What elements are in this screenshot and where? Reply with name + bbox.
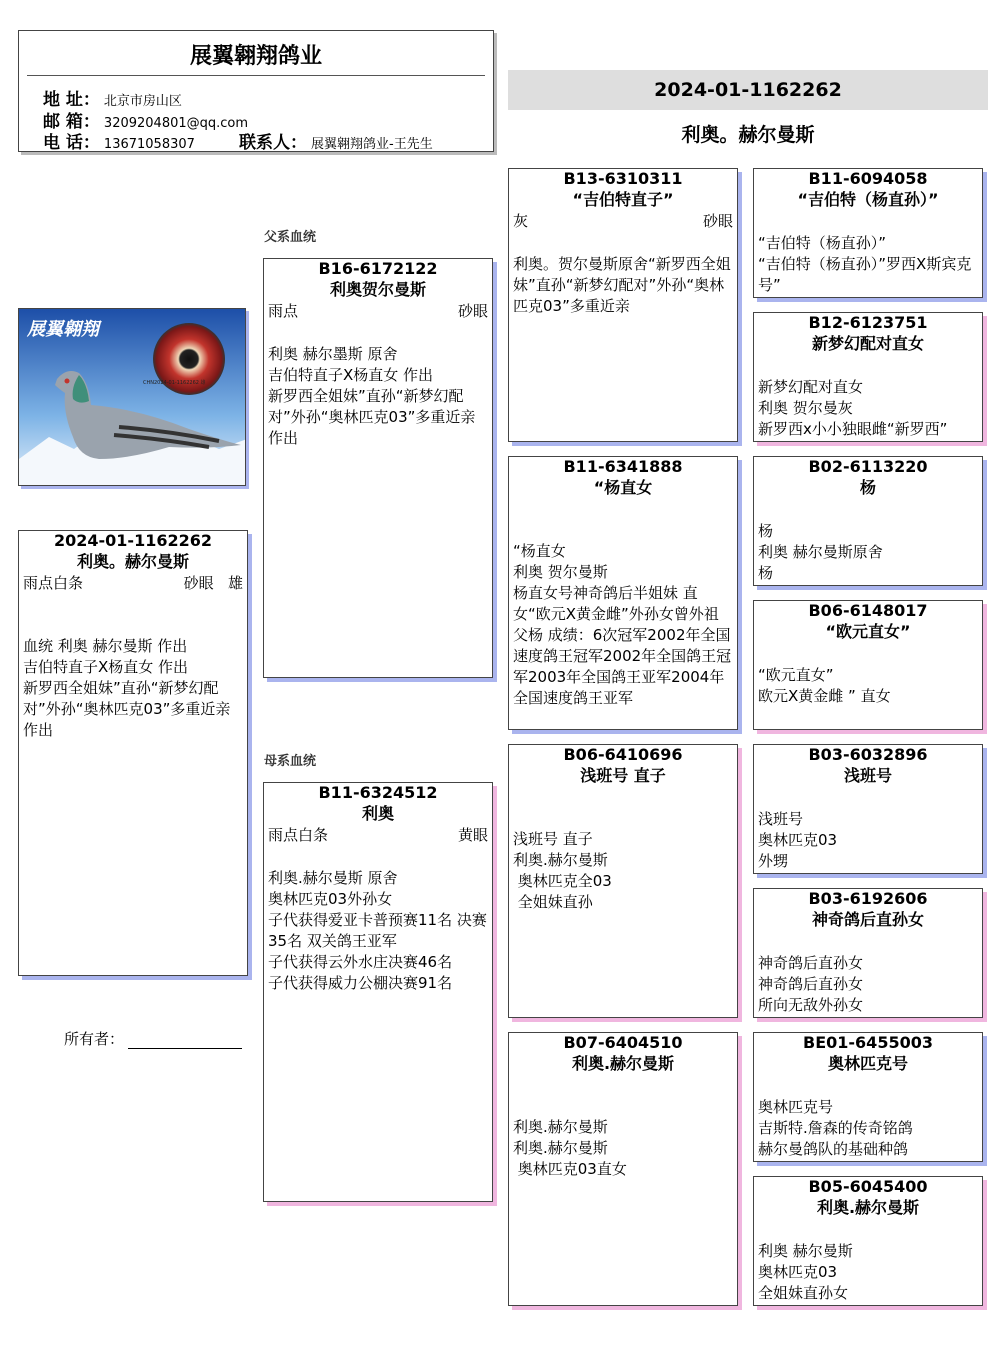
dam-name: 利奥 [361, 804, 394, 823]
note-line: 杨直女号神奇鸽后半姐妹 直女“欧元X黄金雌”外孙女曾外祖父杨 成绩：6次冠军2002年全国速度鸽王冠军2002年全国鸽王冠军2003年全国鸽王亚军2004年全国速度鸽王亚军 [513, 584, 732, 707]
dam-sire-card [508, 744, 738, 1018]
dam-dam-card [508, 1032, 738, 1306]
note-line: 神奇鸽后直孙女 [758, 954, 864, 972]
g4-notes [754, 665, 982, 707]
ggp-card-8 [753, 1176, 983, 1306]
note-line: “吉伯特（杨直孙）” [758, 234, 887, 252]
sire-color: 雨点 [268, 302, 299, 320]
note-line: 利奥 贺尔曼灰 [758, 399, 853, 417]
subject-id: 2024-01-1162262 [53, 531, 212, 550]
owner-field [64, 1028, 242, 1049]
note-line: 利奥。贺尔曼斯原舍“新罗西全姐妹”直孙“新梦幻配对”外孙“奥林匹克03”多重近亲 [513, 255, 731, 315]
note-line: 赫尔曼鸽队的基础种鸽 [758, 1140, 909, 1158]
note-line: 子代获得爱亚卡普预赛11名 决赛35名 双关鸽王亚军 [268, 911, 487, 950]
dam-notes [264, 868, 492, 994]
dam-section-label: 母系血统 [264, 754, 317, 769]
contact-value: 展翼翱翔鸽业-王先生 [311, 137, 433, 152]
note-line: 浅班号 直子 [513, 830, 593, 848]
note-line: 新罗西全姐妹”直孙“新梦幻配对”外孙“奥林匹克03”多重近亲作出 [268, 387, 476, 447]
note-line: “杨直女 [513, 542, 566, 560]
subject-color: 雨点白条 [23, 574, 84, 592]
note-line: 奥林匹克03 [758, 831, 838, 849]
email-value: 3209204801@qq.com [103, 116, 249, 131]
email-label: 邮 箱： [43, 112, 100, 132]
g2-name: 新梦幻配对直女 [811, 334, 924, 353]
sire-sire-card [508, 168, 738, 442]
owner-label: 所有者： [64, 1030, 125, 1048]
note-line: 杨 [758, 564, 774, 582]
note-line: 所向无敌外孙女 [758, 996, 864, 1014]
g3-notes [754, 521, 982, 584]
header-divider [27, 75, 485, 76]
g2-ring: B12-6123751 [808, 313, 928, 332]
company-name: 展翼翱翔鸽业 [189, 44, 322, 69]
note-line: “欧元直女” [758, 666, 834, 684]
note-line: 新罗西x小小独眼雌“新罗西” [758, 420, 948, 438]
note-line: 血统 利奥 赫尔曼斯 作出 [23, 637, 188, 655]
subject-eye: 砂眼 [183, 574, 214, 592]
note-line: 奥林匹克全03 [513, 872, 612, 890]
ss-name: “吉伯特直子” [572, 190, 674, 209]
note-line: 杨 [758, 522, 774, 540]
phone-row [43, 128, 433, 153]
contact-label: 联系人： [239, 133, 308, 153]
dam-traits [264, 825, 492, 846]
g3-name: 杨 [859, 478, 876, 497]
dam-eye: 黄眼 [457, 826, 488, 844]
g7-notes [754, 1097, 982, 1160]
sd-ring: B11-6341888 [563, 457, 683, 476]
g8-ring: B05-6045400 [808, 1177, 928, 1196]
address-value: 北京市房山区 [103, 94, 182, 109]
g8-notes [754, 1241, 982, 1304]
ggp-card-1 [753, 168, 983, 298]
ggp-card-2 [753, 312, 983, 442]
dd-notes [509, 1117, 737, 1180]
address-label: 地 址： [43, 90, 100, 110]
sire-card [263, 258, 493, 678]
g6-notes [754, 953, 982, 1016]
sd-name: “杨直女 [593, 478, 653, 497]
g1-ring: B11-6094058 [808, 169, 928, 188]
dd-ring: B07-6404510 [563, 1033, 683, 1052]
note-line: 全姐妹直孙女 [758, 1284, 849, 1302]
g7-name: 奥林匹克号 [827, 1054, 908, 1073]
g8-name: 利奥.赫尔曼斯 [816, 1198, 920, 1217]
g1-name: “吉伯特（杨直孙）” [797, 190, 939, 209]
note-line: 利奥 贺尔曼斯 [513, 563, 608, 581]
note-line: 奥林匹克03外孙女 [268, 890, 393, 908]
breeder-header [18, 30, 494, 152]
g7-ring: BE01-6455003 [803, 1033, 933, 1052]
note-line: 全姐妹直孙 [513, 893, 593, 911]
g4-ring: B06-6148017 [808, 601, 928, 620]
ds-notes [509, 829, 737, 913]
ds-name: 浅班号 直子 [580, 766, 666, 785]
note-line: 浅班号 [758, 810, 804, 828]
note-line: 利奥.赫尔曼斯 [513, 1139, 608, 1157]
photo-caption: 展翼翱翔 [27, 319, 99, 340]
photo-caption-small: CHN2024-01-1162262 雄 [143, 380, 206, 386]
note-line: 利奥 赫尔墨斯 原舍 [268, 345, 398, 363]
note-line: 吉斯特.詹森的传奇铭鸽 [758, 1119, 913, 1137]
dam-color: 雨点白条 [268, 826, 329, 844]
ss-eye: 砂眼 [702, 212, 733, 230]
g4-name: “欧元直女” [825, 622, 911, 641]
owner-blank-line[interactable] [128, 1034, 242, 1049]
note-line: 奥林匹克03 [758, 1263, 838, 1281]
subject-traits [19, 573, 247, 594]
ggp-card-7 [753, 1032, 983, 1162]
ggp-card-3 [753, 456, 983, 586]
note-line: 吉伯特直子X杨直女 作出 [268, 366, 434, 384]
sire-section-label: 父系血统 [264, 230, 317, 245]
ggp-card-5 [753, 744, 983, 874]
ggp-card-4 [753, 600, 983, 730]
ss-notes [509, 254, 737, 317]
dd-name: 利奥.赫尔曼斯 [571, 1054, 675, 1073]
phone-label: 电 话： [43, 133, 100, 153]
note-line: 新梦幻配对直女 [758, 378, 864, 396]
dam-ring: B11-6324512 [318, 783, 438, 802]
g2-notes [754, 377, 982, 440]
dam-card [263, 782, 493, 1202]
note-line: 子代获得云外水庄决赛46名 [268, 953, 453, 971]
note-line: “吉伯特（杨直孙）”罗西X斯宾克号” [758, 255, 972, 294]
ggp-card-6 [753, 888, 983, 1018]
ss-ring: B13-6310311 [563, 169, 683, 188]
note-line: 利奥.赫尔曼斯 原舍 [268, 869, 398, 887]
note-line: 奥林匹克03直女 [513, 1160, 627, 1178]
subject-notes [19, 636, 247, 741]
note-line: 新罗西全姐妹”直孙“新梦幻配对”外孙“奥林匹克03”多重近亲作出 [23, 679, 231, 739]
subject-name: 利奥。赫尔曼斯 [76, 552, 189, 571]
sire-traits [264, 301, 492, 322]
note-line: 欧元X黄金雌 ” 直女 [758, 687, 891, 705]
g3-ring: B02-6113220 [808, 457, 928, 476]
note-line: 奥林匹克号 [758, 1098, 834, 1116]
bird-id-band: 2024-01-1162262 [508, 70, 988, 110]
subject-card [18, 530, 248, 976]
sd-notes [509, 541, 737, 709]
note-line: 利奥.赫尔曼斯 [513, 1118, 608, 1136]
pigeon-photo [18, 308, 246, 486]
g1-notes [754, 233, 982, 296]
ss-traits [509, 211, 737, 232]
note-line: 子代获得威力公棚决赛91名 [268, 974, 453, 992]
note-line: 外甥 [758, 852, 789, 870]
note-line: 利奥 赫尔曼斯 [758, 1242, 853, 1260]
sire-eye: 砂眼 [457, 302, 488, 320]
g5-notes [754, 809, 982, 872]
subject-sex: 雄 [227, 574, 243, 592]
g5-ring: B03-6032896 [808, 745, 928, 764]
phone-value: 13671058307 [103, 137, 195, 152]
sire-name: 利奥贺尔曼斯 [329, 280, 426, 299]
sire-ring: B16-6172122 [318, 259, 438, 278]
note-line: 利奥 赫尔曼斯原舍 [758, 543, 883, 561]
ss-color: 灰 [513, 212, 529, 230]
ds-ring: B06-6410696 [563, 745, 683, 764]
bird-name-title: 利奥。赫尔曼斯 [681, 124, 815, 146]
g6-name: 神奇鸽后直孙女 [811, 910, 924, 929]
note-line: 神奇鸽后直孙女 [758, 975, 864, 993]
g6-ring: B03-6192606 [808, 889, 928, 908]
note-line: 利奥.赫尔曼斯 [513, 851, 608, 869]
sire-notes [264, 344, 492, 449]
sire-dam-card [508, 456, 738, 730]
g5-name: 浅班号 [843, 766, 892, 785]
note-line: 吉伯特直子X杨直女 作出 [23, 658, 189, 676]
